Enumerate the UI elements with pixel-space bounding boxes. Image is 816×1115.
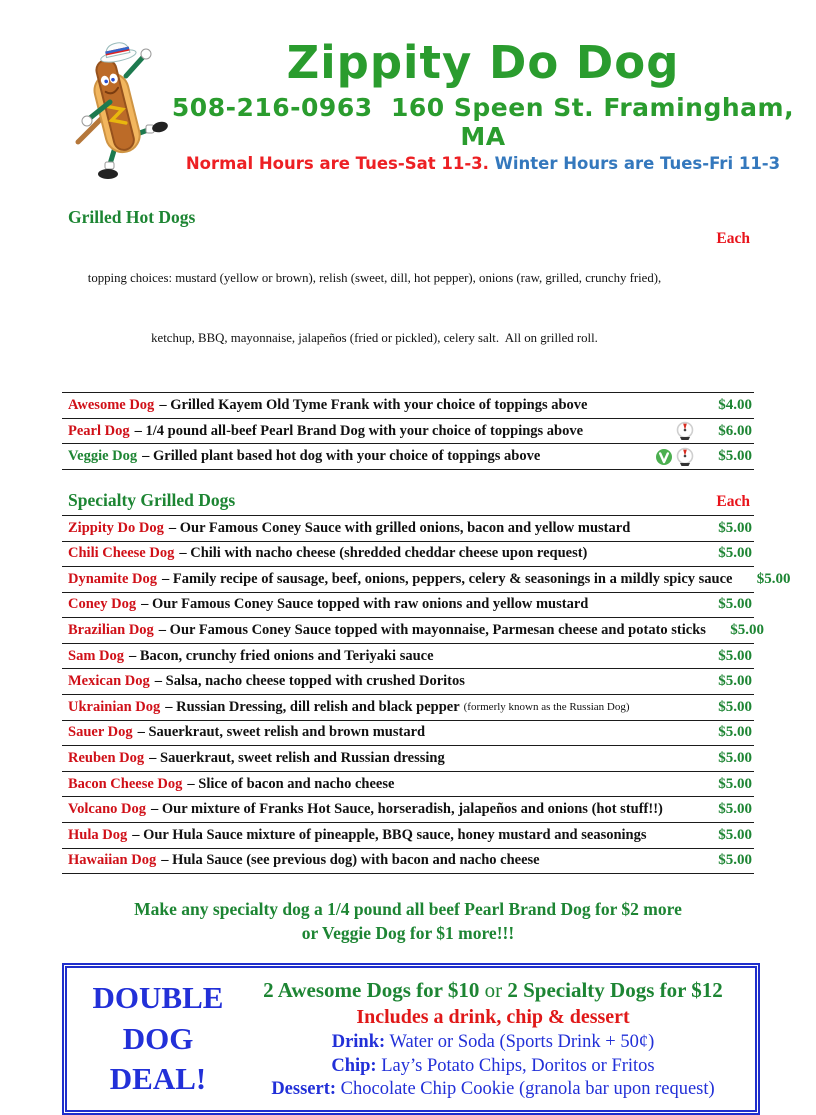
deal-headline-awesome: 2 Awesome Dogs for $10	[263, 978, 479, 1002]
item-description: – Bacon, crunchy fried onions and Teriyaki sauce	[129, 648, 434, 665]
upgrade-promo	[62, 898, 754, 945]
item-name: Sauer Dog	[68, 724, 133, 741]
item-name: Volcano Dog	[68, 801, 146, 818]
item-name: Ukrainian Dog	[68, 699, 160, 716]
item-price: $5.00	[694, 545, 754, 562]
drink-label: Drink:	[332, 1032, 385, 1052]
normal-hours: Normal Hours are Tues-Sat 11-3.	[186, 154, 489, 173]
menu-item-row-ukrainian-dog	[62, 694, 754, 720]
each-column-header: Each	[716, 493, 754, 511]
deal-headline-specialty: 2 Specialty Dogs for $12	[507, 978, 722, 1002]
item-price: $5.00	[694, 827, 754, 844]
menu-item-row-awesome-dog	[62, 392, 754, 418]
item-description: – Salsa, nacho cheese topped with crushed Doritos	[155, 673, 465, 690]
item-description: – Chili with nacho cheese (shredded cheddar cheese upon request)	[179, 545, 587, 562]
menu-item-row-sauer-dog	[62, 720, 754, 746]
promo-line2: or Veggie Dog for $1 more!!!	[62, 922, 754, 946]
item-price: $4.00	[694, 397, 754, 414]
item-price: $5.00	[694, 776, 754, 793]
menu-item-row-sam-dog	[62, 643, 754, 669]
item-description: – 1/4 pound all-beef Pearl Brand Dog with your choice of toppings above	[135, 423, 583, 440]
item-description: – Russian Dressing, dill relish and black pepper	[165, 699, 459, 716]
hours-line	[150, 154, 816, 173]
item-name: Hawaiian Dog	[68, 852, 156, 869]
restaurant-title: Zippity Do Dog	[150, 38, 816, 88]
item-price: $5.00	[694, 648, 754, 665]
menu-item-row-mexican-dog	[62, 668, 754, 694]
item-description: – Our Famous Coney Sauce with grilled onions, bacon and yellow mustard	[169, 520, 630, 537]
menu-item-row-brazilian-dog	[62, 617, 754, 643]
item-name: Sam Dog	[68, 648, 124, 665]
item-price: $5.00	[694, 673, 754, 690]
deal-drink-line	[241, 1032, 745, 1053]
vegetarian-icon	[655, 447, 673, 467]
item-price: $5.00	[694, 750, 754, 767]
item-name: Coney Dog	[68, 596, 136, 613]
item-description: – Grilled plant based hot dog with your choice of toppings above	[142, 448, 540, 465]
deal-chip-line	[241, 1056, 745, 1077]
item-name: Dynamite Dog	[68, 571, 157, 588]
chip-text: Lay’s Potato Chips, Doritos or Fritos	[377, 1056, 655, 1076]
deal-headline	[241, 978, 745, 1003]
item-price: $5.00	[706, 622, 766, 639]
grilled-rows	[62, 392, 754, 470]
specialty-section-heading: Specialty Grilled Dogs	[62, 490, 235, 511]
phone-address: 508-216-0963 160 Speen St. Framingham, MA	[150, 93, 816, 151]
item-name: Bacon Cheese Dog	[68, 776, 182, 793]
topping-choices-note	[62, 230, 687, 389]
item-icons	[676, 421, 694, 441]
specialty-rows	[62, 515, 754, 874]
item-description: – Slice of bacon and nacho cheese	[187, 776, 394, 793]
deal-badge	[75, 976, 241, 1100]
menu-item-row-bacon-cheese-dog	[62, 771, 754, 797]
deal-badge-line2: DOG	[75, 1019, 241, 1059]
section-specialty-grilled-dogs	[62, 490, 754, 874]
scale-icon	[676, 421, 694, 441]
item-name: Reuben Dog	[68, 750, 144, 767]
item-price: $5.00	[732, 571, 792, 588]
menu-item-row-veggie-dog	[62, 443, 754, 469]
topping-note-line1: topping choices: mustard (yellow or brown), relish (sweet, dill, hot pepper), onions (raw, grilled, crunchy fried),	[62, 269, 687, 289]
item-description: – Grilled Kayem Old Tyme Frank with your choice of toppings above	[159, 397, 587, 414]
dessert-text: Chocolate Chip Cookie (granola bar upon request)	[336, 1079, 715, 1099]
deal-dessert-line	[241, 1079, 745, 1100]
menu-item-row-chili-cheese-dog	[62, 541, 754, 567]
item-price: $5.00	[694, 724, 754, 741]
deal-badge-line1: DOUBLE	[75, 978, 241, 1018]
item-description: – Family recipe of sausage, beef, onions, peppers, celery & seasonings in a mildly spicy sauce	[162, 571, 732, 588]
item-name: Chili Cheese Dog	[68, 545, 174, 562]
promo-line1: Make any specialty dog a 1/4 pound all beef Pearl Brand Dog for $2 more	[62, 898, 754, 922]
item-price: $5.00	[694, 801, 754, 818]
item-name: Awesome Dog	[68, 397, 154, 414]
dancing-hot-dog-mascot-icon	[60, 42, 186, 184]
deal-badge-line3: DEAL!	[75, 1059, 241, 1099]
item-description: – Hula Sauce (see previous dog) with bacon and nacho cheese	[161, 852, 539, 869]
section-grilled-hot-dogs	[62, 207, 754, 470]
topping-note-line2: ketchup, BBQ, mayonnaise, jalapeños (fried or pickled), celery salt. All on grilled roll.	[62, 329, 687, 349]
drink-text: Water or Soda (Sports Drink + 50¢)	[385, 1032, 654, 1052]
menu-item-row-dynamite-dog	[62, 566, 754, 592]
menu-item-row-pearl-dog	[62, 418, 754, 444]
item-name: Hula Dog	[68, 827, 127, 844]
item-name: Zippity Do Dog	[68, 520, 164, 537]
item-name: Mexican Dog	[68, 673, 150, 690]
winter-hours: Winter Hours are Tues-Fri 11-3	[489, 154, 780, 173]
item-description: – Sauerkraut, sweet relish and brown mustard	[138, 724, 425, 741]
item-note: (formerly known as the Russian Dog)	[464, 701, 630, 713]
deal-details	[241, 976, 745, 1100]
menu-item-row-zippity-do-dog	[62, 515, 754, 541]
item-price: $5.00	[694, 596, 754, 613]
dessert-label: Dessert:	[271, 1079, 336, 1099]
item-price: $6.00	[694, 423, 754, 440]
item-name: Pearl Dog	[68, 423, 130, 440]
menu-item-row-reuben-dog	[62, 745, 754, 771]
scale-icon	[676, 447, 694, 467]
grilled-section-heading: Grilled Hot Dogs	[62, 207, 754, 228]
menu-item-row-coney-dog	[62, 592, 754, 618]
menu-item-row-hawaiian-dog	[62, 848, 754, 874]
item-price: $5.00	[694, 520, 754, 537]
deal-headline-or: or	[479, 978, 507, 1002]
item-price: $5.00	[694, 699, 754, 716]
item-description: – Sauerkraut, sweet relish and Russian dressing	[149, 750, 445, 767]
item-price: $5.00	[694, 852, 754, 869]
item-name: Brazilian Dog	[68, 622, 154, 639]
each-column-header: Each	[716, 230, 754, 248]
chip-label: Chip:	[331, 1056, 376, 1076]
item-description: – Our Hula Sauce mixture of pineapple, BBQ sauce, honey mustard and seasonings	[132, 827, 646, 844]
item-price: $5.00	[694, 448, 754, 465]
item-name: Veggie Dog	[68, 448, 137, 465]
header-text	[150, 38, 816, 173]
deal-includes-line: Includes a drink, chip & dessert	[241, 1006, 745, 1029]
menu-item-row-volcano-dog	[62, 796, 754, 822]
menu-content	[62, 207, 754, 1115]
menu-item-row-hula-dog	[62, 822, 754, 848]
item-description: – Our Famous Coney Sauce topped with raw onions and yellow mustard	[141, 596, 588, 613]
double-dog-deal-box	[62, 963, 760, 1115]
header	[0, 0, 816, 173]
item-description: – Our mixture of Franks Hot Sauce, horseradish, jalapeños and onions (hot stuff!!)	[151, 801, 663, 818]
item-description: – Our Famous Coney Sauce topped with mayonnaise, Parmesan cheese and potato sticks	[159, 622, 706, 639]
topping-note-row	[62, 228, 754, 393]
item-icons	[655, 447, 694, 467]
specialty-heading-row	[62, 490, 754, 515]
